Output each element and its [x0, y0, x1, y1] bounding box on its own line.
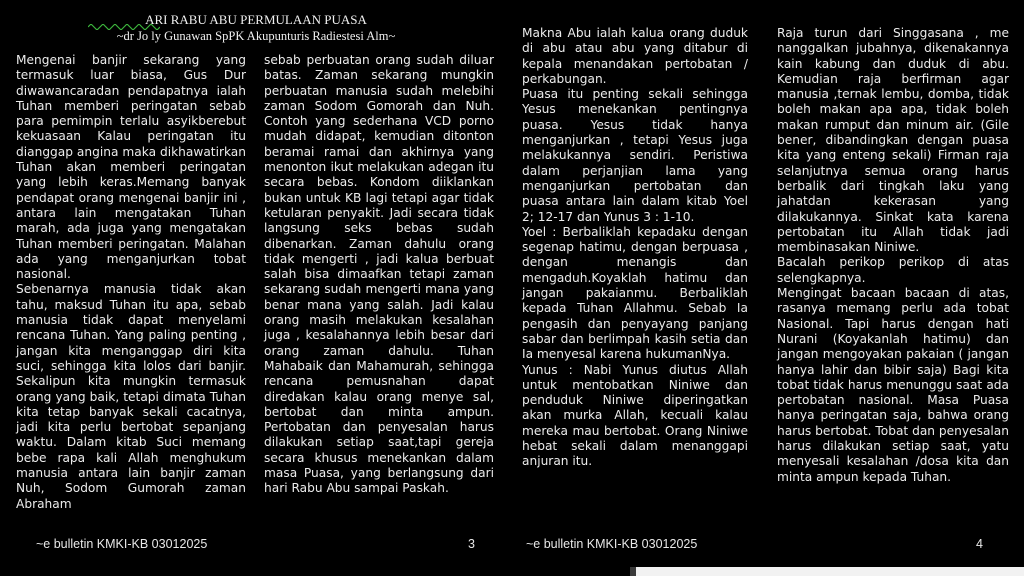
footer-bulletin: ~e bulletin KMKI-KB 03012025 — [526, 537, 698, 551]
page-right — [512, 0, 1024, 576]
footer-bulletin: ~e bulletin KMKI-KB 03012025 — [36, 537, 208, 551]
paragraph: Yoel : Berbaliklah kepadaku dengan segenap hatimu, dengan berpuasa , dengan menangis dan mengaduh.Koyaklah hatimu dan jangan pakaianmu. Berbaliklah kepada Tuhan Allahmu. Sebab Ia pengasih dan penyayang panjang sabar dan berlimpah kasih setia dan Ia menyesal karena hukumanNya. — [522, 224, 748, 362]
spellcheck-squiggle-icon — [88, 24, 160, 30]
column-4 — [777, 26, 1009, 485]
paragraph: Sebenarnya manusia tidak akan tahu, maksud Tuhan itu apa, sebab manusia tidak dapat menyelami rencana Tuhan. Yang paling penting , jangan kita menganggap diri kita suci, sehingga kita lolos dari banjir. Sekalipun kita mungkin termasuk orang yang baik, tetapi dimata Tuhan kita tetap banyak sekali cacatnya, jadi kita perlu bertobat sepanjang waktu. Dalam kitab Suci memang bebe rapa kali Allah menghukum manusia antara lain banjir zaman Nuh, Sodom Gumorah zaman Abraham — [16, 282, 246, 511]
page-number: 4 — [976, 537, 983, 551]
column-3 — [522, 26, 748, 470]
next-page-edge — [636, 567, 1024, 576]
paragraph: Mengingat bacaan bacaan di atas, rasanya memang perlu ada tobat Nasional. Tapi harus dengan hati Nurani (Koyakanlah hatimu) dan jangan mengoyakan pakaian ( jangan hanya lahir dan bibir saja) Bagi kita tobat tidak harus menunggu saat ada pertobatan nasional. Masa Puasa hanya peringatan saja, bahwa orang harus bertobat. Tobat dan penyesalan harus dilakukan setiap saat, yatu menyesali kesalahan /dosa kita dan minta ampun kepada Tuhan. — [777, 286, 1009, 484]
paragraph: Makna Abu ialah kalua orang duduk di abu atau abu yang ditabur di kepala menandakan pertobatan / perkabungan. — [522, 26, 748, 86]
paragraph: Bacalah perikop perikop di atas selengkapnya. — [777, 255, 1009, 285]
paragraph: Yunus : Nabi Yunus diutus Allah untuk mentobatkan Niniwe dan penduduk Niniwe diperingatkan akan murka Allah, kecuali kalau mereka mau bertobat. Orang Niniwe hebat sekali dalam menanggapi anjuran itu. — [522, 362, 748, 469]
paragraph: Mengenai banjir sekarang yang termasuk luar biasa, Gus Dur diwawancaradan pendapatnya ialah Tuhan memberi peringatan sebab para pemimpin terlalu asyikberebut kekuasaan Kalau peringatan itu dianggap angina maka dikhawatirkan Tuhan akan memberi peringatan yang lebih keras.Memang banyak pendapat orang mengenai banjir ini , antara lain mengatakan Tuhan marah, ada juga yang mengatakan Tuhan memberi peringatan. Malahan ada yang menganjurkan tobat nasional. — [16, 53, 246, 282]
paragraph: Puasa itu penting sekali sehingga Yesus menekankan pentingnya puasa. Yesus tidak hanya menganjurkan , tetapi Yesus juga melakukannya sendiri. Peristiwa dalam perjanjian lama yang menganjurkan pertobatan dan puasa antara lain dalam kitab Yoel 2; 12-17 dan Yunus 3 : 1-10. — [522, 87, 748, 224]
column-1 — [16, 53, 246, 512]
column-2 — [264, 53, 494, 497]
article-author: ~dr Jo ly Gunawan SpPK Akupunturis Radiestesi Alm~ — [116, 29, 396, 43]
article-title: ARI RABU ABU PERMULAAN PUASA — [145, 12, 367, 27]
paragraph: Raja turun dari Singgasana , me nanggalkan jubahnya, dikenakannya kain kabung dan duduk di abu. Kemudian raja berfirman agar manusia ,ternak lembu, domba, tidak boleh makan apa apa, tidak boleh makan rumput dan minum air. (Gile bener, dibandingkan dengan puasa kita yang enteng sekali) Firman raja selanjutnya semua orang harus berbalik dari tingkah laku yang jahatdan kekerasan yang dilakukannya. Sinkat kata karena pertobatan itu Allah tidak jadi membinasakan Niniwe. — [777, 26, 1009, 255]
paragraph: sebab perbuatan orang sudah diluar batas. Zaman sekarang mungkin perbuatan manusia sudah melebihi zaman Sodom Gomorah dan Nuh. Contoh yang sederhana VCD porno mudah didapat, kemudian ditonton beramai ramai dan akhirnya yang menonton ikut melakukan adegan itu secara bebas. Kondom diiklankan bukan untuk KB lagi tetapi agar tidak ketularan penyakit. Jadi secara tidak langsung seks bebas sudah dibenarkan. Zaman dahulu orang tidak mengerti , jadi kalua berbuat salah bisa dimaafkan tetapi zaman sekarang sudah mengerti mana yang benar mana yang salah. Jadi kalau orang masih melakukan kesalahan juga , kesalahannya lebih besar dari orang zaman dahulu. Tuhan Mahabaik dan Mahamurah, sehingga rencana pemusnahan dapat diredakan kalau orang menye sal, bertobat dan minta ampun. Pertobatan dan penyesalan harus dilakukan setiap saat,tapi gereja secara khusus menekankan dalam masa Puasa, yang berlangsung dari hari Rabu Abu sampai Paskah. — [264, 53, 494, 496]
page-number: 3 — [468, 537, 475, 551]
